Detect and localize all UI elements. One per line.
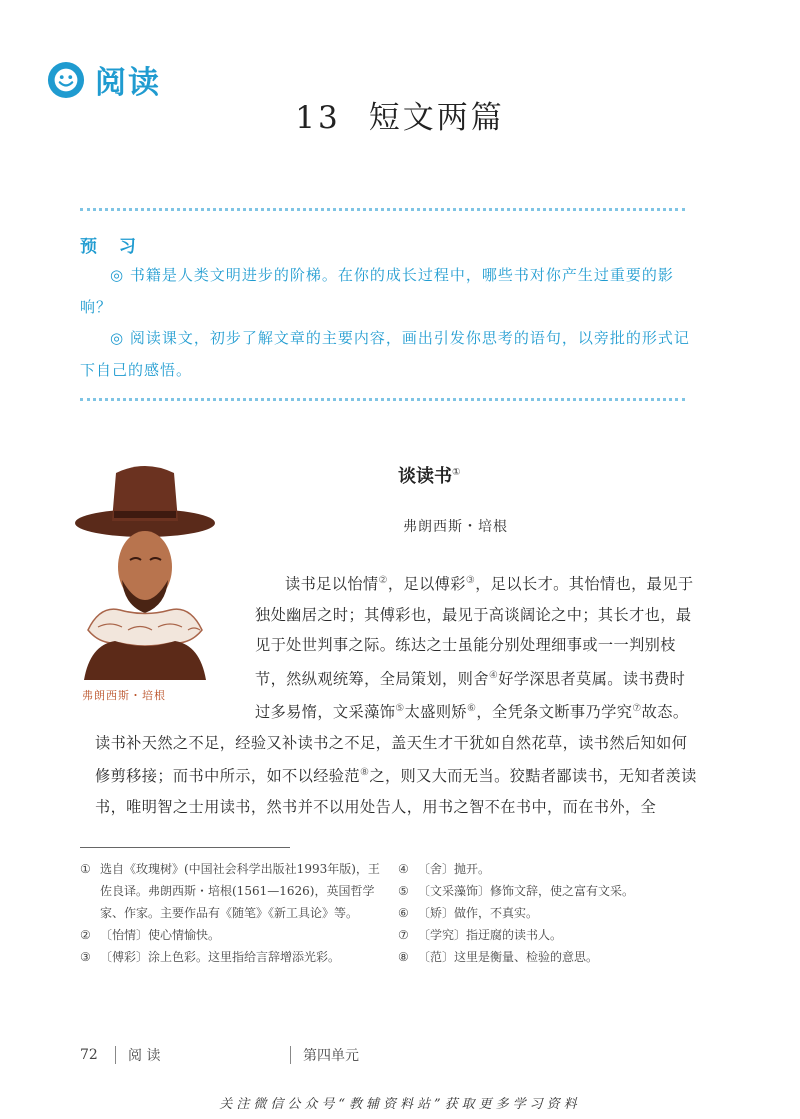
footer-section: 阅 读: [128, 1048, 161, 1064]
page-footer: [80, 1045, 359, 1065]
dotted-divider-bottom: [80, 398, 685, 401]
footnote: [80, 946, 380, 968]
body-text: 之，则又大而无当。狡黠者鄙读书，无知者羡读书，唯明智之士用读书，然书并不以用处告人，用书之智不在书中，而在书外，全: [95, 767, 697, 816]
footnote-number: ⑦: [398, 928, 409, 942]
text-wrap-spacer: [95, 566, 255, 721]
footnote-marker: ①: [452, 467, 461, 478]
dotted-divider-top: [80, 208, 685, 211]
essay-title: [398, 462, 460, 488]
footnote: [398, 902, 708, 924]
footnote-number: ⑥: [398, 906, 409, 920]
footnote: [398, 924, 708, 946]
footnote: [398, 858, 708, 880]
footnote-number: ⑧: [398, 950, 409, 964]
footnote-text: 〔怡情〕使心情愉快。: [100, 928, 221, 942]
footer-divider: [290, 1046, 291, 1064]
essay-body: [95, 566, 700, 822]
portrait-caption: 弗朗西斯・培根: [82, 689, 166, 702]
lesson-title-text: 短文两篇: [368, 100, 505, 136]
page-number: 72: [80, 1047, 98, 1063]
footnote-number: ④: [398, 862, 409, 876]
footnote-text: 〔矫〕做作，不真实。: [418, 906, 539, 920]
footnotes-left: [80, 858, 380, 968]
preview-item: ◎ 书籍是人类文明进步的阶梯。在你的成长过程中，哪些书对你产生过重要的影响？: [80, 266, 674, 316]
preview-label: 预 习: [80, 237, 144, 257]
body-text: ，全凭条文断事乃学究: [476, 703, 633, 722]
footnote-marker: ③: [465, 575, 476, 586]
body-text: 故态。读书补天然之不足，经验又补读书之不足，盖天生才干犹如自然花草，读书然后知如何修剪移接；而书中所示，如不以经验范: [95, 703, 689, 786]
watermark-note: 关注微信公众号“教辅资料站”获取更多学习资料: [219, 1097, 581, 1112]
footer-divider: [115, 1046, 116, 1064]
essay-author: 弗朗西斯・培根: [403, 519, 508, 535]
footnote: [80, 924, 380, 946]
footnote: [398, 880, 708, 902]
body-text: ，足以长才。其怡情也，最见于独处幽居之时；其傅彩也，最见于高谈阔论之中；其长才也，最见于处世判事之际。练达之士虽能分别处理细事或一一判别枝节，然纵观统筹，全局策划，则舍: [255, 575, 694, 688]
essay-title-text: 谈读书: [398, 466, 452, 487]
footnote-rule: [80, 847, 290, 848]
footnote-number: ②: [80, 928, 91, 942]
footnote-marker: ⑧: [360, 767, 370, 779]
footer-unit: [290, 1045, 359, 1065]
body-text: 太盛则矫: [404, 703, 468, 722]
footnote-marker: ④: [488, 669, 499, 681]
footnote-number: ①: [80, 862, 91, 876]
footnote-text: 〔傅彩〕涂上色彩。这里指给言辞增添光彩。: [100, 950, 341, 964]
footnote-number: ⑤: [398, 884, 409, 898]
footnote-text: 〔学究〕指迂腐的读书人。: [418, 928, 563, 942]
body-text: 好学深思者莫属。读书费时过多易惰，文采藻饰: [255, 669, 686, 722]
preview-item: ◎ 阅读课文，初步了解文章的主要内容，画出引发你思考的语句，以旁批的形式记下自己的感悟。: [80, 329, 690, 379]
footnote-text: 〔舍〕抛开。: [418, 862, 491, 876]
footnote-marker: ⑥: [467, 703, 477, 715]
footnote-marker: ②: [378, 575, 388, 586]
section-label: 阅读: [95, 65, 161, 101]
lesson-title: [0, 92, 800, 137]
footnote-marker: ⑤: [395, 703, 405, 715]
footer-unit-text: 第四单元: [303, 1048, 359, 1064]
lesson-number: 13: [295, 100, 341, 136]
footnote-text: 〔范〕这里是衡量、检验的意思。: [418, 950, 599, 964]
footnote-text: 选自《玫瑰树》(中国社会科学出版社1993年版)，王佐良译。弗朗西斯・培根(1561—1626)，英国哲学家、作家。主要作品有《随笔》《新工具论》等。: [100, 862, 380, 920]
footnote-number: ③: [80, 950, 91, 964]
footnote: [398, 946, 708, 968]
footnote-text: 〔文采藻饰〕修饰文辞，使之富有文采。: [418, 884, 635, 898]
body-text: ，足以傅彩: [387, 575, 466, 594]
body-text: 读书足以怡情: [285, 575, 379, 594]
footnotes-right: [398, 858, 708, 968]
footnote-marker: ⑦: [632, 703, 642, 715]
footnote: [80, 858, 380, 924]
